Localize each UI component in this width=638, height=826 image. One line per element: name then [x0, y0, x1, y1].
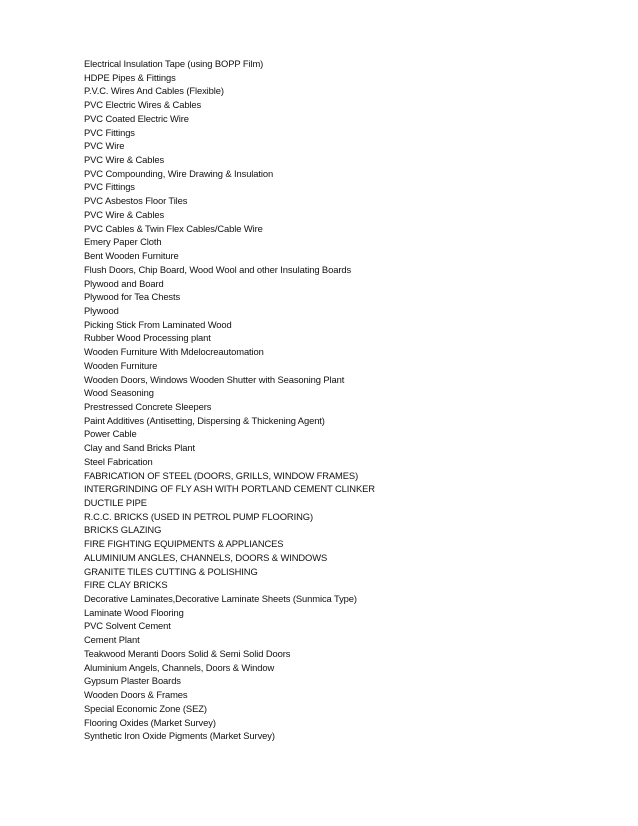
list-item: Wooden Doors & Frames: [84, 689, 188, 701]
list-item: Flush Doors, Chip Board, Wood Wool and other Insulating Boards: [84, 263, 352, 275]
list-item: PVC Solvent Cement: [84, 620, 171, 632]
list-item: BRICKS GLAZING: [84, 524, 162, 536]
project-list: [84, 57, 375, 743]
list-item: Prestressed Concrete Sleepers: [84, 400, 212, 412]
list-item: Aluminium Angels, Channels, Doors & Window: [84, 661, 275, 673]
list-item: PVC Fittings: [84, 181, 135, 193]
list-item: Plywood for Tea Chests: [84, 291, 181, 303]
list-item: Plywood and Board: [84, 277, 164, 289]
list-item: Rubber Wood Processing plant: [84, 332, 211, 344]
list-item: PVC Wire: [84, 140, 125, 152]
list-item: Teakwood Meranti Doors Solid & Semi Solid Doors: [84, 647, 291, 659]
list-item: Decorative Laminates,Decorative Laminate Sheets (Sunmica Type): [84, 593, 357, 605]
list-item: PVC Coated Electric Wire: [84, 112, 189, 124]
list-item: Laminate Wood Flooring: [84, 606, 184, 618]
list-item: PVC Wire & Cables: [84, 208, 165, 220]
list-item: Emery Paper Cloth: [84, 236, 162, 248]
list-item: DUCTILE PIPE: [84, 497, 147, 508]
list-item: Wooden Doors, Windows Wooden Shutter with Seasoning Plant: [84, 373, 345, 385]
list-item: Synthetic Iron Oxide Pigments (Market Survey): [84, 730, 275, 742]
list-item: PVC Wire & Cables: [84, 154, 165, 166]
list-item: Steel Fabrication: [84, 455, 153, 467]
list-item: R.C.C. BRICKS (USED IN PETROL PUMP FLOORING): [84, 510, 313, 522]
list-item: Plywood: [84, 304, 119, 316]
list-item: FIRE CLAY BRICKS: [84, 579, 168, 591]
list-item: ALUMINIUM ANGLES, CHANNELS, DOORS & WINDOWS: [84, 551, 328, 563]
list-item: FABRICATION OF STEEL (DOORS, GRILLS, WINDOW FRAMES): [84, 469, 359, 481]
list-item: HDPE Pipes & Fittings: [84, 71, 176, 83]
list-item: PVC Asbestos Floor Tiles: [84, 195, 188, 207]
list-item: Paint Additives (Antisetting, Dispersing & Thickening Agent): [84, 414, 325, 426]
list-item: Wooden Furniture: [84, 359, 158, 371]
list-item: Clay and Sand Bricks Plant: [84, 442, 195, 454]
list-item: FIRE FIGHTING EQUIPMENTS & APPLIANCES: [84, 538, 284, 550]
list-item: Electrical Insulation Tape (using BOPP Film): [84, 58, 264, 69]
list-item: P.V.C. Wires And Cables (Flexible): [84, 85, 224, 97]
list-item: Flooring Oxides (Market Survey): [84, 716, 216, 728]
list-item: PVC Compounding, Wire Drawing & Insulation: [84, 167, 274, 179]
list-item: Gypsum Plaster Boards: [84, 675, 181, 687]
list-item: Special Economic Zone (SEZ): [84, 702, 207, 714]
list-item: Wood Seasoning: [84, 387, 154, 399]
list-item: PVC Electric Wires & Cables: [84, 99, 202, 111]
list-item: PVC Fittings: [84, 126, 135, 138]
list-item: Power Cable: [84, 428, 137, 440]
list-item: Bent Wooden Furniture: [84, 250, 179, 262]
list-item: Cement Plant: [84, 634, 140, 646]
list-item: PVC Cables & Twin Flex Cables/Cable Wire: [84, 222, 263, 234]
list-item: GRANITE TILES CUTTING & POLISHING: [84, 565, 258, 577]
list-item: INTERGRINDING OF FLY ASH WITH PORTLAND CEMENT CLINKER: [84, 483, 375, 495]
list-item: Wooden Furniture With Mdelocreautomation: [84, 346, 264, 358]
list-item: Picking Stick From Laminated Wood: [84, 318, 232, 330]
